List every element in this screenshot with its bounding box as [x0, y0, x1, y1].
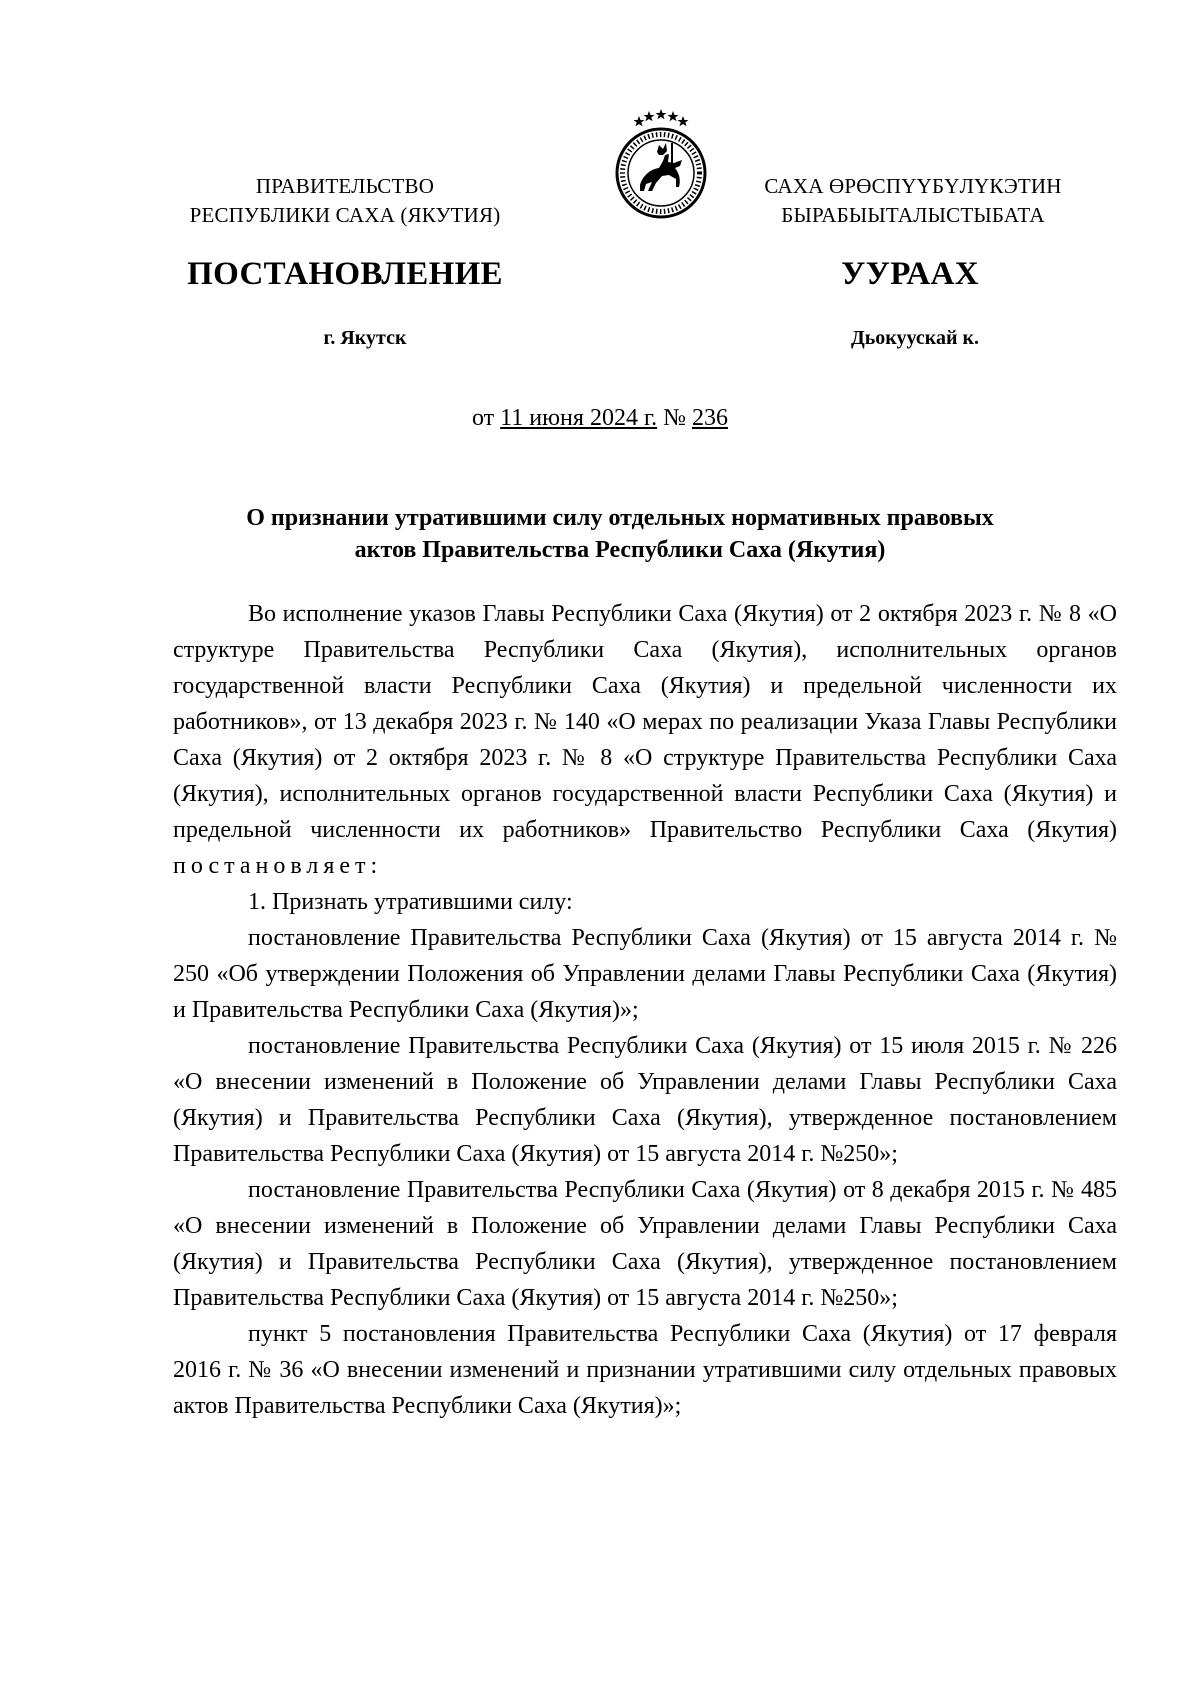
city-sakha: Дьокуускай к. [850, 327, 980, 349]
paragraph-preamble [173, 596, 1117, 884]
paragraph-act-2: постановление Правительства Республики Саха (Якутия) от 15 июля 2015 г. № 226 «О внесении изменений в Положение об Управлении делами Главы Республики Саха (Якутия) и Правительства Республики Саха (Якутия), утвержденное постановлением Правительства Республики Саха (Якутия) от 15 августа 2014 г. №250»; [173, 1033, 1117, 1167]
header-right [718, 172, 1108, 230]
paragraph-act-4: пункт 5 постановления Правительства Республики Саха (Якутия) от 17 февраля 2016 г. № 36 «О внесении изменений и признании утратившими силу отдельных правовых актов Правительства Республики Саха (Якутия)»; [173, 1321, 1117, 1419]
number-sign: № [663, 405, 686, 431]
emblem-stars [634, 109, 689, 126]
header-left [150, 172, 540, 230]
decree-word: постановляет: [173, 853, 383, 879]
city-ru: г. Якутск [323, 327, 407, 349]
document-date: 11 июня 2024 г. [500, 405, 658, 431]
header-left-line2: РЕСПУБЛИКИ САХА (ЯКУТИЯ) [189, 203, 501, 227]
date-number-line [0, 405, 1200, 432]
coat-of-arms-icon [599, 105, 723, 223]
document-title-line1: О признании утратившими силу отдельных нормативных правовых [246, 505, 994, 531]
document-body [173, 596, 1117, 1424]
emblem-rider [640, 143, 682, 191]
paragraph-act-3: постановление Правительства Республики Саха (Якутия) от 8 декабря 2015 г. № 485 «О внесении изменений в Положение об Управлении делами Главы Республики Саха (Якутия) и Правительства Республики Саха (Якутия), утвержденное постановлением Правительства Республики Саха (Якутия) от 15 августа 2014 г. №250»; [173, 1177, 1117, 1311]
header-right-line1: САХА ӨРӨСПҮҮБҮЛҮКЭТИН [764, 174, 1062, 198]
preamble-text: Во исполнение указов Главы Республики Саха (Якутия) от 2 октября 2023 г. № 8 «О структуре Правительства Республики Саха (Якутия), исполнительных органов государственной власти Республики Саха (Якутия) и предельной численности их работников», от 13 декабря 2023 г. № 140 «О мерах по реализации Указа Главы Республики Саха (Якутия) от 2 октября 2023 г. № 8 «О структуре Правительства Республики Саха (Якутия), исполнительных органов государственной власти Республики Саха (Якутия) и предельной численности их работников» Правительство Республики Саха (Якутия) [173, 601, 1117, 843]
document-title-line2: актов Правительства Республики Саха (Якутия) [354, 537, 886, 563]
header-left-line1: ПРАВИТЕЛЬСТВО [255, 174, 435, 198]
paragraph-item-1: 1. Признать утратившими силу: [248, 889, 573, 915]
document-type-sakha: УУРААХ [841, 256, 979, 292]
document-title [170, 502, 1070, 566]
paragraph-act-1: постановление Правительства Республики Саха (Якутия) от 15 августа 2014 г. № 250 «Об утверждении Положения об Управлении делами Главы Республики Саха (Якутия) и Правительства Республики Саха (Якутия)»; [173, 925, 1117, 1023]
document-number: 236 [691, 405, 728, 431]
date-prefix: от [472, 405, 495, 431]
header-right-line2: БЫРАБЫЫТАЛЫСТЫБАТА [781, 203, 1045, 227]
document-type-ru: ПОСТАНОВЛЕНИЕ [187, 256, 503, 292]
